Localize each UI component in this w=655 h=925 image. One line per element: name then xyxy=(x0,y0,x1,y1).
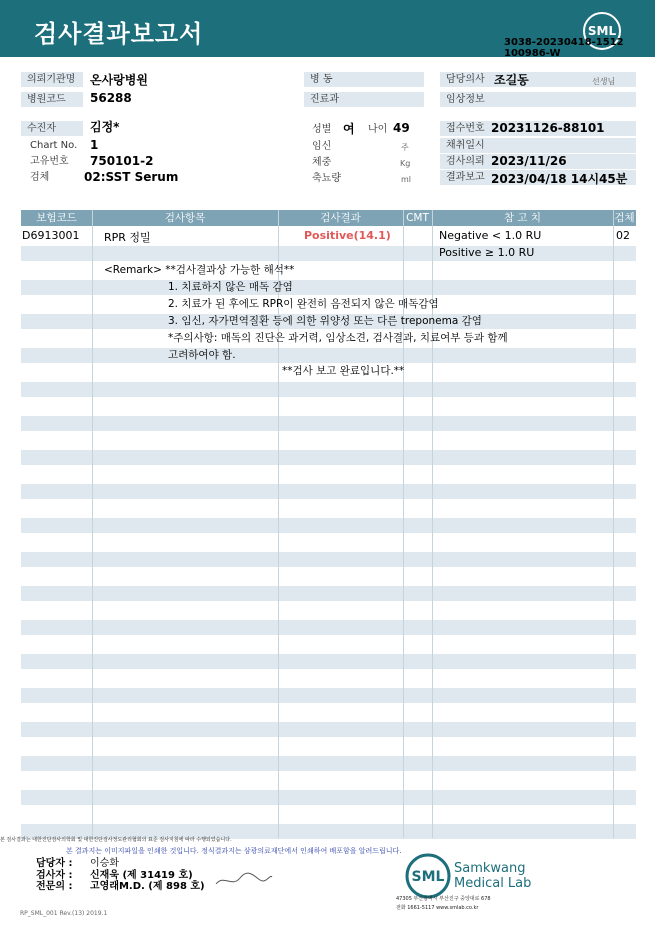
remark-line: 고려하여야 함. xyxy=(168,349,236,361)
patient-value: 김정* xyxy=(90,120,120,134)
table-stripe xyxy=(21,756,636,771)
row-insurance-code: D6913001 xyxy=(22,229,80,242)
unique-no-label: 고유번호 xyxy=(30,156,69,167)
sex-label: 성별 xyxy=(312,124,332,135)
company-name-line2: Medical Lab xyxy=(454,876,532,891)
tester-label: 검사자 : xyxy=(36,870,73,881)
remark-line: *주의사항: 매독의 진단은 과거력, 임상소견, 검사결과, 치료여부 등과 함께 xyxy=(168,332,508,344)
th-specimen: 검체 xyxy=(614,212,635,224)
doctor-label: 담당의사 xyxy=(440,72,636,87)
company-contact: 전화 1661-5117 www.smlab.co.kr xyxy=(396,905,479,911)
company-name-line1: Samkwang xyxy=(454,861,526,876)
remark-line: 1. 치료하지 않은 매독 감염 xyxy=(168,281,293,293)
table-stripe xyxy=(21,586,636,601)
report-end-note: **검사 보고 완료입니다.** xyxy=(282,365,405,377)
dept-label: 진료과 xyxy=(304,92,424,107)
ward-label: 병 동 xyxy=(304,72,424,87)
column-divider xyxy=(92,210,93,838)
specimen-label: 검체 xyxy=(30,172,50,183)
request-label: 검사의뢰 xyxy=(440,154,636,169)
clinical-info-label: 임상정보 xyxy=(440,92,636,107)
remark-title: <Remark> **검사결과상 가능한 해석** xyxy=(104,264,295,276)
remark-line: 2. 치료가 된 후에도 RPR이 완전히 음전되지 않은 매독감염 xyxy=(168,298,439,310)
report-title: 검사결과보고서 xyxy=(34,20,204,48)
results-table-header xyxy=(21,210,636,226)
fine-print: 본 검사결과는 대한진단검사의학회 및 대한진단검사정도관리협회의 표준 검사지침에 따라 수행되었습니다. xyxy=(0,837,232,843)
pregnancy-unit: 주 xyxy=(401,143,409,152)
collection-label: 채취일시 xyxy=(440,138,636,153)
remark-line: 3. 임신, 자가면역질환 등에 의한 위양성 또는 다른 treponema 감염 xyxy=(168,315,482,327)
urine-unit: ml xyxy=(401,175,412,184)
specimen-value: 02:SST Serum xyxy=(84,170,179,184)
institution-label: 의뢰기관명 xyxy=(21,72,83,87)
th-reference: 참 고 치 xyxy=(503,212,542,224)
table-stripe xyxy=(21,518,636,533)
th-test-item: 검사항목 xyxy=(164,212,206,224)
table-stripe xyxy=(21,654,636,669)
report-ref-suffix: 100986-W xyxy=(504,48,561,59)
sex-value: 여 xyxy=(343,122,355,136)
chart-no-value: 1 xyxy=(90,138,99,152)
row-specimen: 02 xyxy=(616,229,630,242)
table-stripe xyxy=(21,382,636,397)
print-notice: 본 결과지는 이미지파일을 인쇄한 것입니다. 정식결과지는 삼광의료재단에서 인쇄하여 배포함을 알려드립니다. xyxy=(66,847,402,855)
chart-no-label: Chart No. xyxy=(30,140,78,151)
table-stripe xyxy=(21,620,636,635)
receipt-label: 접수번호 xyxy=(440,121,636,136)
column-divider xyxy=(613,210,614,838)
pregnancy-label: 임신 xyxy=(312,141,332,152)
th-test-result: 검사결과 xyxy=(320,212,361,224)
hospital-code-value: 56288 xyxy=(90,91,132,105)
row-reference-positive: Positive ≥ 1.0 RU xyxy=(439,246,535,259)
weight-label: 체중 xyxy=(312,157,332,168)
company-address: 47305 부산광역시 부산진구 중앙대로 678 xyxy=(396,896,491,902)
sml-logo-text: SML xyxy=(587,24,617,38)
patient-label: 수진자 xyxy=(21,121,83,136)
table-stripe xyxy=(21,722,636,737)
weight-unit: Kg xyxy=(400,159,411,168)
table-stripe xyxy=(21,484,636,499)
table-stripe xyxy=(21,552,636,567)
row-test-item: RPR 정밀 xyxy=(104,231,151,244)
doctor-value: 조길동 xyxy=(494,73,529,87)
specialist-name: 고영래M.D. (제 898 호) xyxy=(90,881,205,892)
table-stripe xyxy=(21,416,636,431)
report-date-value: 2023/04/18 14시45분 xyxy=(491,172,628,186)
request-value: 2023/11/26 xyxy=(491,154,567,168)
table-stripe xyxy=(21,280,636,295)
form-code: RP_SML_001 Rev.(13) 2019.1 xyxy=(20,910,108,917)
tester-name: 신재욱 (제 31419 호) xyxy=(90,870,193,881)
table-stripe xyxy=(21,688,636,703)
table-stripe xyxy=(21,790,636,805)
sml-company-logo-icon xyxy=(405,853,451,899)
specialist-label: 전문의 : xyxy=(36,881,73,892)
table-stripe xyxy=(21,450,636,465)
staff-label: 담당자 : xyxy=(36,858,73,869)
doctor-suffix: 선생님 xyxy=(592,77,616,86)
age-label: 나이 xyxy=(368,124,388,135)
receipt-value: 20231126-88101 xyxy=(491,121,605,135)
table-stripe xyxy=(21,246,636,261)
svg-text:SML: SML xyxy=(411,869,445,885)
staff-name: 이승화 xyxy=(90,858,119,869)
row-reference-negative: Negative < 1.0 RU xyxy=(439,229,542,242)
th-insurance-code: 보험코드 xyxy=(36,212,77,224)
report-date-label: 결과보고 xyxy=(440,170,636,185)
age-value: 49 xyxy=(393,121,410,135)
urine-label: 축뇨량 xyxy=(312,173,341,184)
th-cmt: CMT xyxy=(406,212,429,224)
report-ref-number: 3038-20230418-1512 xyxy=(504,37,624,48)
unique-no-value: 750101-2 xyxy=(90,154,154,168)
institution-value: 온사랑병원 xyxy=(90,73,148,87)
hospital-code-label: 병원코드 xyxy=(21,92,83,107)
table-stripe xyxy=(21,348,636,363)
row-test-result: Positive(14.1) xyxy=(304,229,391,242)
signature-icon xyxy=(214,868,274,890)
